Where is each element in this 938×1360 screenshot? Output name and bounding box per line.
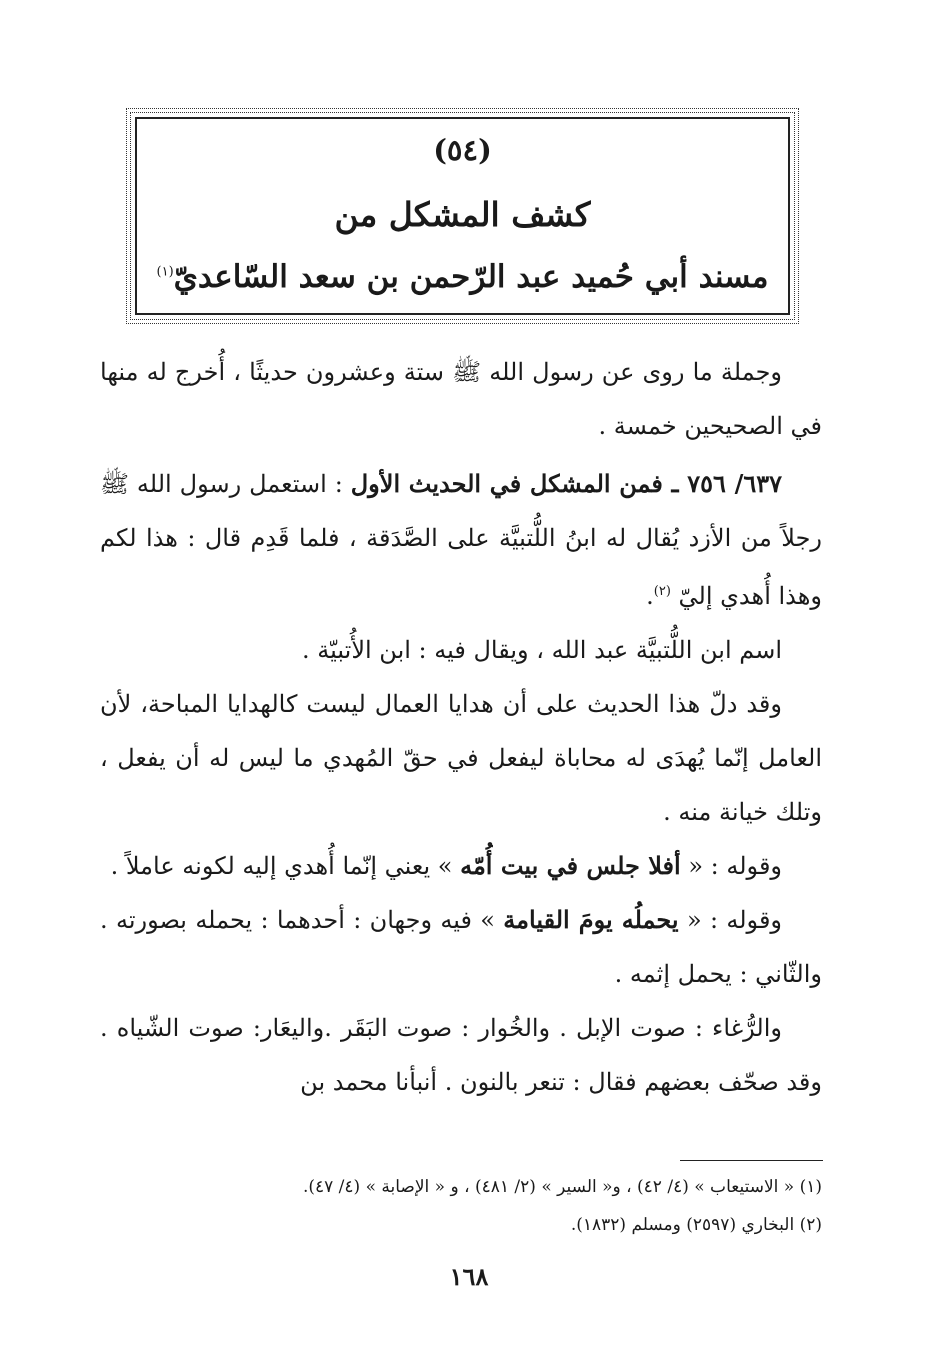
chapter-number: (٥٤) [433, 133, 492, 167]
footnote-separator [680, 1160, 823, 1161]
quote-explanation-1: » يعني إنّما أُهدي إليه لكونه عاملاً . [110, 852, 461, 880]
footnote-1: (١) « الاستيعاب » (٤/ ٤٢) ، و« السير » (٢/ ٤٨١) ، و « الإصابة » (٤/ ٤٧). [302, 1177, 822, 1197]
title-footnote-ref: (١) [156, 264, 174, 280]
footnote-ref-2: (٢) [653, 584, 671, 599]
paragraph-hadith-entry [100, 457, 822, 623]
chapter-title-line2 [137, 259, 788, 295]
paragraph-name: اسم ابن اللُّتبيَّة عبد الله ، ويقال فيه : ابن الأُتبيّة . [302, 636, 782, 664]
hadith-text: : استعمل رسول الله ﷺ رجلاً من الأزد يُقال له ابنُ اللُّتبيَّة على الصَّدَقة ، فلما قَدِم قال : هذا لكم وهذا أُهدي إليّ [100, 470, 823, 610]
paragraph-gifts: وقد دلّ هذا الحديث على أن هدايا العمال ليست كالهدايا المباحة، لأن العامل إنّما يُهدَى له محاباة ليفعل في حقّ المُهدي ما ليس له أن يفعل ، وتلك خيانة منه . [100, 690, 822, 826]
quote-explanation-2: » فيه وجهان : أحدهما : يحمله بصورته . والثّاني : يحمل إثمه . [100, 906, 822, 988]
footnotes [100, 1168, 822, 1244]
quote-open: وقوله : « [680, 852, 782, 880]
period: . [646, 582, 654, 610]
quoted-phrase-2: يحملُه يومَ القيامة [503, 905, 679, 934]
page-number: ١٦٨ [449, 1262, 489, 1291]
paragraph-quote1 [100, 839, 822, 893]
chapter-title-text: مسند أبي حُميد عبد الرّحمن بن سعد السّاعديّ [173, 259, 769, 295]
paragraph-sounds: والرُّغاء : صوت الإبل . والخُوار : صوت البَقَر .واليعَار: صوت الشّياه . وقد صحّف بعضهم فقال : تنعر بالنون . أنبأنا محمد بن [100, 1014, 822, 1096]
paragraph-quote2 [100, 893, 822, 1001]
chapter-title-line1: كشف المشكل من [334, 195, 591, 234]
main-text [100, 345, 822, 1109]
hadith-number-heading: ٦٣٧/ ٧٥٦ ـ فمن المشكل في الحديث الأول [350, 469, 783, 498]
quoted-phrase-1: أفلا جلس في بيت أُمّه [460, 851, 681, 880]
quote-open-2: وقوله : « [678, 906, 783, 934]
footnote-2: (٢) البخاري (٢٥٩٧) ومسلم (١٨٣٢). [570, 1215, 822, 1235]
chapter-title-box [135, 117, 790, 315]
paragraph-intro: وجملة ما روى عن رسول الله ﷺ ستة وعشرون حديثًا ، أُخرج له منها في الصحيحين خمسة . [100, 358, 822, 440]
